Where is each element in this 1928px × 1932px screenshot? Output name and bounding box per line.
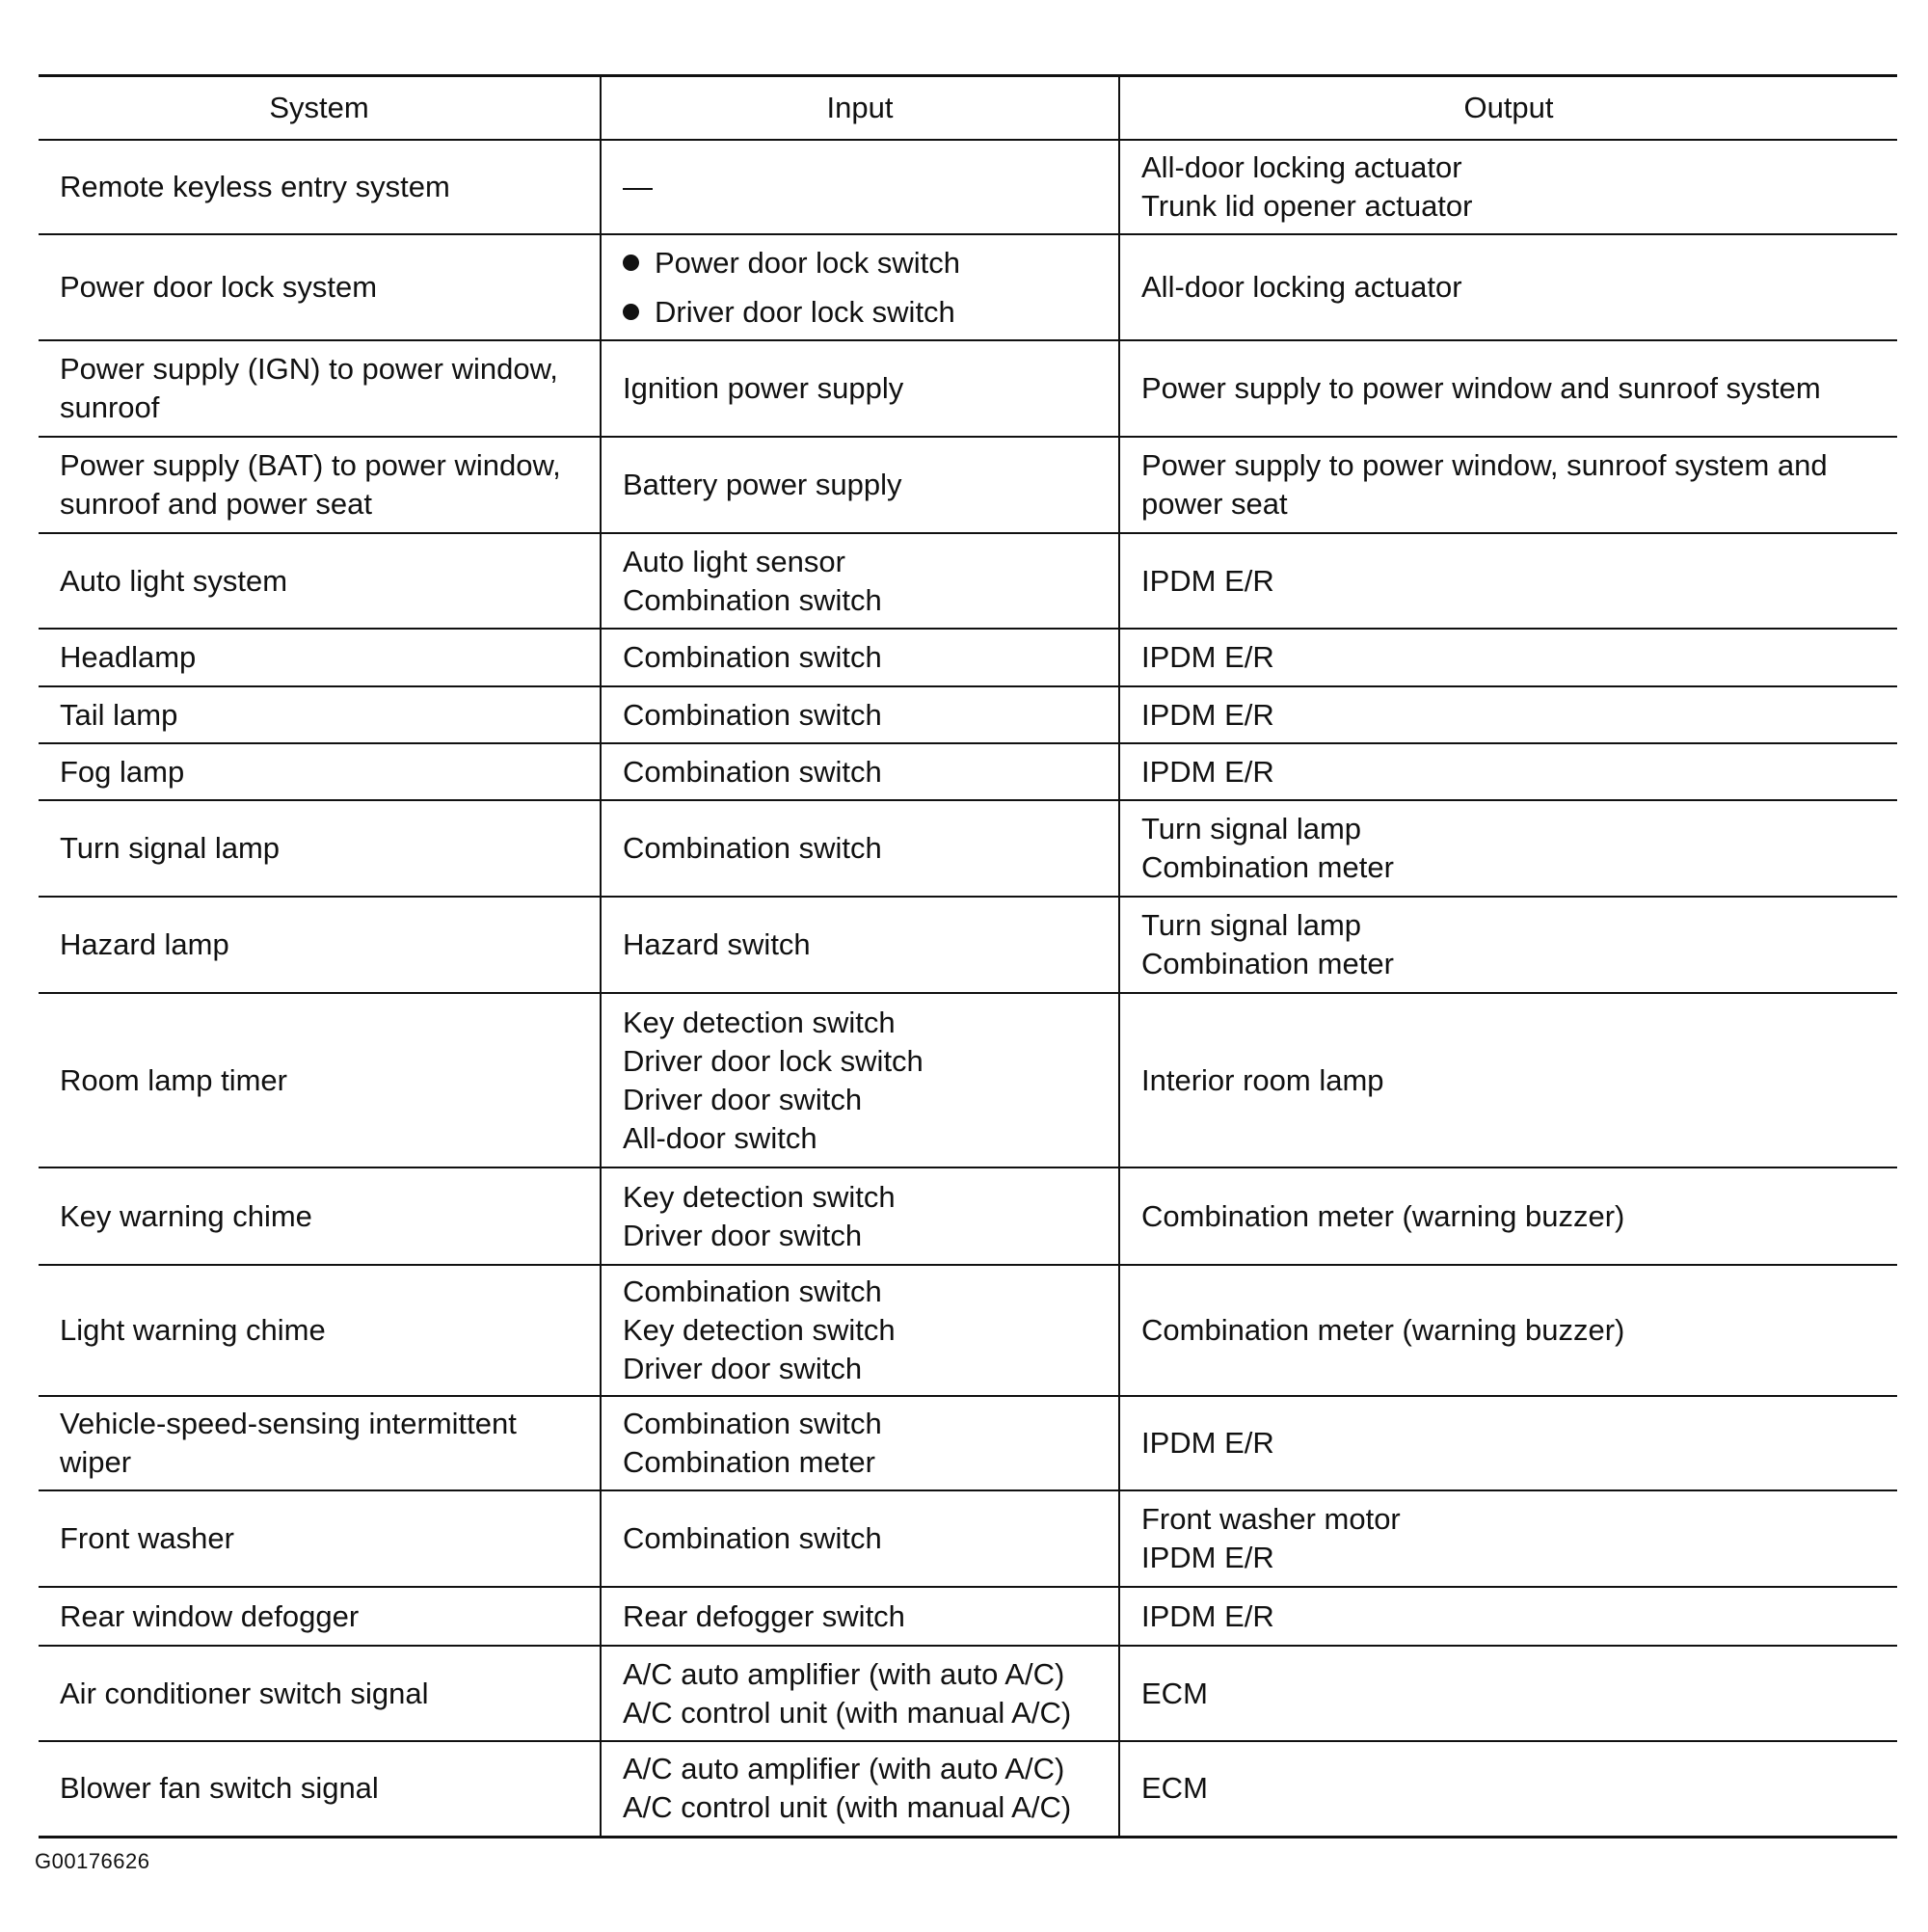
output-text: IPDM E/R xyxy=(1141,1598,1274,1633)
table-row xyxy=(39,1396,1897,1490)
input-bullet-list xyxy=(623,238,1097,336)
input-text: A/C control unit (with manual A/C) xyxy=(623,1790,1072,1825)
bullet-icon xyxy=(623,255,639,271)
system-cell xyxy=(39,1646,601,1741)
input-text: Key detection switch xyxy=(623,1005,896,1039)
output-cell xyxy=(1119,800,1897,897)
input-text: Driver door switch xyxy=(623,1082,863,1116)
output-cell xyxy=(1119,1396,1897,1490)
table-row xyxy=(39,1265,1897,1396)
table-row xyxy=(39,234,1897,340)
system-cell xyxy=(39,533,601,629)
system-cell xyxy=(39,437,601,533)
system-cell xyxy=(39,629,601,686)
system-cell xyxy=(39,743,601,800)
system-text: Air conditioner switch signal xyxy=(60,1676,429,1710)
output-cell xyxy=(1119,743,1897,800)
output-text: All-door locking actuator xyxy=(1141,150,1462,184)
system-cell xyxy=(39,686,601,743)
output-cell xyxy=(1119,686,1897,743)
system-cell xyxy=(39,140,601,234)
input-cell xyxy=(601,1167,1119,1265)
system-text: Fog lamp xyxy=(60,754,185,789)
system-io-table xyxy=(39,74,1897,1838)
output-cell xyxy=(1119,234,1897,340)
system-cell xyxy=(39,800,601,897)
output-text: Power supply to power window and sunroof system xyxy=(1141,371,1821,405)
output-cell xyxy=(1119,340,1897,437)
input-text: Combination switch xyxy=(623,697,882,732)
output-text: IPDM E/R xyxy=(1141,697,1274,732)
system-text: Power supply (BAT) to power window, sunroof and power seat xyxy=(60,448,561,521)
system-text: Power supply (IGN) to power window, sunroof xyxy=(60,352,558,424)
input-cell xyxy=(601,437,1119,533)
input-text: Combination switch xyxy=(623,582,882,617)
input-cell xyxy=(601,1265,1119,1396)
input-text: Driver door switch xyxy=(623,1218,863,1252)
bullet-item xyxy=(623,287,1097,336)
input-text: Key detection switch xyxy=(623,1179,896,1214)
table-row xyxy=(39,340,1897,437)
input-cell xyxy=(601,629,1119,686)
system-cell xyxy=(39,1587,601,1646)
input-text: Driver door lock switch xyxy=(623,1043,924,1078)
output-text: Combination meter (warning buzzer) xyxy=(1141,1198,1625,1233)
output-text: Turn signal lamp xyxy=(1141,812,1362,845)
input-text: Combination meter xyxy=(623,1445,875,1479)
input-cell xyxy=(601,686,1119,743)
input-cell xyxy=(601,993,1119,1167)
input-text: Combination switch xyxy=(623,831,882,865)
input-cell xyxy=(601,1587,1119,1646)
input-cell xyxy=(601,234,1119,340)
output-cell xyxy=(1119,1646,1897,1741)
input-text: Combination switch xyxy=(623,1407,882,1440)
input-text: Combination switch xyxy=(623,754,882,789)
input-text: Battery power supply xyxy=(623,468,902,501)
system-text: Turn signal lamp xyxy=(60,831,281,865)
input-text: Key detection switch xyxy=(623,1313,896,1347)
input-cell xyxy=(601,340,1119,437)
table-row xyxy=(39,533,1897,629)
table-row xyxy=(39,1167,1897,1265)
system-cell xyxy=(39,1167,601,1265)
system-text: Auto light system xyxy=(60,563,288,598)
output-cell xyxy=(1119,1265,1897,1396)
table-row xyxy=(39,140,1897,234)
system-text: Headlamp xyxy=(60,640,197,674)
output-text: Combination meter xyxy=(1141,850,1394,884)
output-text: IPDM E/R xyxy=(1141,1541,1274,1574)
output-text: Turn signal lamp xyxy=(1141,908,1362,942)
input-text: Ignition power supply xyxy=(623,371,904,405)
table-row xyxy=(39,800,1897,897)
header-input: Input xyxy=(601,76,1119,141)
input-text: Combination switch xyxy=(623,1275,882,1308)
output-cell xyxy=(1119,1167,1897,1265)
input-cell xyxy=(601,533,1119,629)
output-text: IPDM E/R xyxy=(1141,640,1274,674)
input-text: A/C auto amplifier (with auto A/C) xyxy=(623,1752,1065,1786)
system-cell xyxy=(39,1490,601,1587)
output-cell xyxy=(1119,993,1897,1167)
output-text: All-door locking actuator xyxy=(1141,270,1462,304)
system-text: Room lamp timer xyxy=(60,1062,287,1097)
bullet-icon xyxy=(623,304,639,320)
output-text: Interior room lamp xyxy=(1141,1062,1384,1097)
input-cell xyxy=(601,897,1119,993)
input-text: All-door switch xyxy=(623,1120,817,1155)
system-cell xyxy=(39,1741,601,1837)
output-text: ECM xyxy=(1141,1676,1208,1710)
output-cell xyxy=(1119,533,1897,629)
output-cell xyxy=(1119,437,1897,533)
system-text: Hazard lamp xyxy=(60,927,229,961)
output-text: Front washer motor xyxy=(1141,1502,1401,1536)
input-text: Combination switch xyxy=(623,640,882,674)
output-cell xyxy=(1119,1490,1897,1587)
system-text: Rear window defogger xyxy=(60,1598,360,1633)
system-cell xyxy=(39,1265,601,1396)
system-cell xyxy=(39,234,601,340)
table-row xyxy=(39,1490,1897,1587)
system-text: Front washer xyxy=(60,1521,234,1555)
bullet-text: Power door lock switch xyxy=(655,246,961,280)
output-cell xyxy=(1119,1587,1897,1646)
header-output: Output xyxy=(1119,76,1897,141)
table-row xyxy=(39,897,1897,993)
input-text: A/C control unit (with manual A/C) xyxy=(623,1695,1072,1730)
system-cell xyxy=(39,993,601,1167)
output-text: ECM xyxy=(1141,1771,1208,1806)
table-row xyxy=(39,743,1897,800)
input-cell xyxy=(601,743,1119,800)
system-text: Light warning chime xyxy=(60,1313,326,1347)
input-text: Hazard switch xyxy=(623,927,811,961)
system-cell xyxy=(39,1396,601,1490)
system-cell xyxy=(39,340,601,437)
header-system: System xyxy=(39,76,601,141)
system-text: Key warning chime xyxy=(60,1198,312,1233)
input-cell xyxy=(601,800,1119,897)
system-text: Vehicle-speed-sensing intermittent wiper xyxy=(60,1407,517,1479)
output-cell xyxy=(1119,629,1897,686)
system-text: Remote keyless entry system xyxy=(60,170,450,203)
input-cell xyxy=(601,1646,1119,1741)
table-row xyxy=(39,629,1897,686)
table-row xyxy=(39,1741,1897,1837)
table-row xyxy=(39,437,1897,533)
table-row xyxy=(39,1587,1897,1646)
system-text: Power door lock system xyxy=(60,270,378,304)
input-text: — xyxy=(623,170,653,203)
bullet-text: Driver door lock switch xyxy=(655,295,955,329)
table-row xyxy=(39,1646,1897,1741)
input-text: Combination switch xyxy=(623,1521,882,1555)
bullet-item xyxy=(623,238,1097,287)
input-cell xyxy=(601,140,1119,234)
output-text: IPDM E/R xyxy=(1141,1426,1274,1460)
input-text: A/C auto amplifier (with auto A/C) xyxy=(623,1656,1065,1691)
system-cell xyxy=(39,897,601,993)
output-text: Power supply to power window, sunroof system and power seat xyxy=(1141,448,1828,521)
figure-id-label: G00176626 xyxy=(35,1849,150,1873)
table-header-row xyxy=(39,76,1897,141)
output-text: IPDM E/R xyxy=(1141,563,1274,598)
input-text: Rear defogger switch xyxy=(623,1598,905,1633)
output-text: Trunk lid opener actuator xyxy=(1141,189,1473,223)
input-text: Driver door switch xyxy=(623,1352,863,1385)
table-row xyxy=(39,993,1897,1167)
system-text: Blower fan switch signal xyxy=(60,1771,379,1806)
input-cell xyxy=(601,1490,1119,1587)
output-cell xyxy=(1119,1741,1897,1837)
input-text: Auto light sensor xyxy=(623,544,845,578)
output-text: IPDM E/R xyxy=(1141,754,1274,789)
output-text: Combination meter (warning buzzer) xyxy=(1141,1313,1625,1347)
table-row xyxy=(39,686,1897,743)
output-text: Combination meter xyxy=(1141,947,1394,980)
system-text: Tail lamp xyxy=(60,697,178,732)
output-cell xyxy=(1119,897,1897,993)
input-cell xyxy=(601,1741,1119,1837)
input-cell xyxy=(601,1396,1119,1490)
output-cell xyxy=(1119,140,1897,234)
